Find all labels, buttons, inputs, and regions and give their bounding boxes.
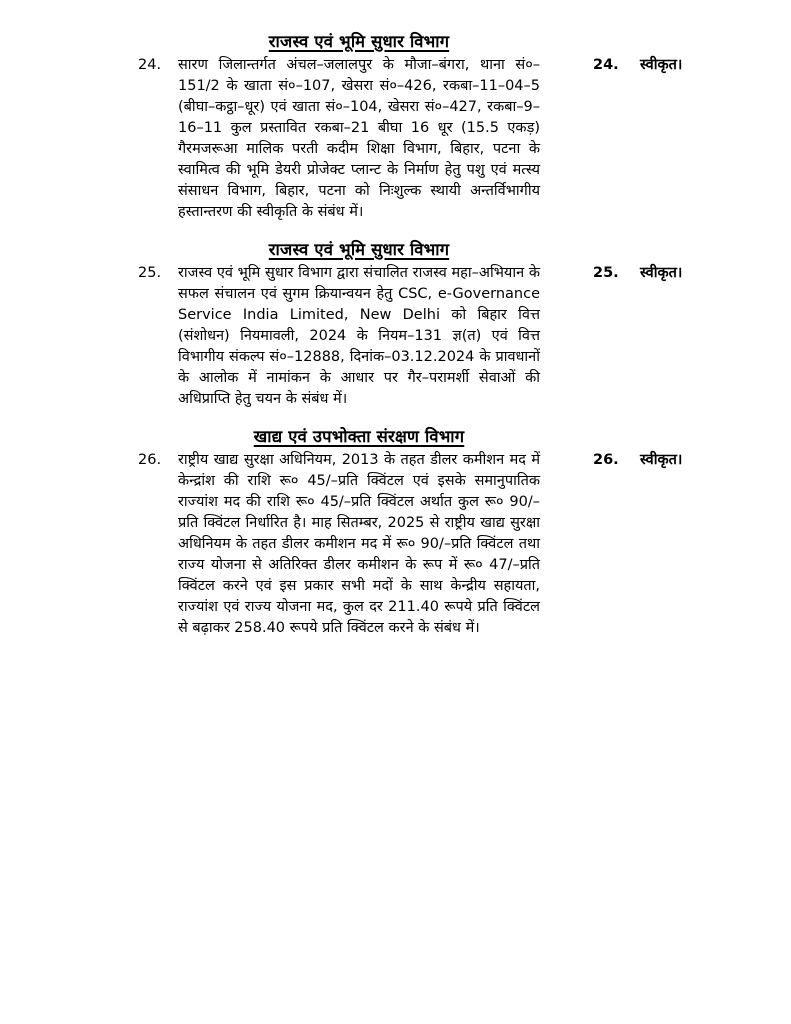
item-number: 26. [138,452,162,468]
decision-status: स्वीकृत। [640,452,683,468]
item-number: 24. [138,57,162,73]
item-number: 25. [138,265,162,281]
decision-status: स्वीकृत। [640,57,683,73]
section-heading: खाद्य एवं उपभोक्ता संरक्षण विभाग [253,427,465,446]
section-revenue-land-reforms-1 [138,31,791,223]
item-text: राष्ट्रीय खाद्य सुरक्षा अधिनियम, 2013 के तहत डीलर कमीशन मद में केन्द्रांश की राशि रू० 45/–प्रति क्विंटल एवं इसके समानुपातिक राज्यांश मद की राशि रू० 45/–प्रति क्विंटल अर्थात कुल रू० 90/–प्रति क्विंटल निर्धारित है। माह सितम्बर, 2025 से राष्ट्रीय खाद्य सुरक्षा अधिनियम के तहत डीलर कमीशन मद में रू० 90/–प्रति क्विंटल तथा राज्य योजना से अतिरिक्त डीलर कमीशन के रूप में रू० 47/–प्रति क्विंटल करने एवं इस प्रकार सभी मदों के साथ केन्द्रीय सहायता, राज्यांश एवं राज्य योजना मद, कुल दर 211.40 रूपये प्रति क्विंटल से बढ़ाकर 258.40 रूपये प्रति क्विंटल करने के संबंध में। [178,452,540,636]
section-heading: राजस्व एवं भूमि सुधार विभाग [268,32,450,51]
decision [593,450,682,471]
agenda-item-24 [138,55,791,223]
decision-number: 25. [593,265,619,281]
section-food-consumer-protection [138,426,791,639]
section-revenue-land-reforms-2 [138,239,791,410]
item-text: सारण जिलान्तर्गत अंचल–जलालपुर के मौजा–बंगरा, थाना सं०–151/2 के खाता सं०–107, खेसरा सं०–426, रकबा–11–04–5 (बीघा–कट्ठा–धूर) एवं खाता सं०–104, खेसरा सं०–427, रकबा–9–16–11 कुल प्रस्तावित रकबा–21 बीघा 16 धूर (15.5 एकड़) गैरमजरूआ मालिक परती कदीम शिक्षा विभाग, बिहार, पटना के स्वामित्व की भूमि डेयरी प्रोजेक्ट प्लान्ट के निर्माण हेतु पशु एवं मत्स्य संसाधन विभाग, बिहार, पटना को निःशुल्क स्थायी अन्तर्विभागीय हस्तान्तरण की स्वीकृति के संबंध में। [178,57,540,220]
decision [593,263,682,284]
decision-number: 26. [593,452,619,468]
item-text: राजस्व एवं भूमि सुधार विभाग द्वारा संचालित राजस्व महा–अभियान के सफल संचालन एवं सुगम क्रियान्वयन हेतु CSC, e-Governance Service India Limited, New Delhi को बिहार वित्त (संशोधन) नियमावली, 2024 के नियम–131 ज्ञ(त) एवं वित्त विभागीय संकल्प सं०–12888, दिनांक–03.12.2024 के प्रावधानों के आलोक में नामांकन के आधार पर गैर–परामर्शी सेवाओं की अधिप्राप्ति हेतु चयन के संबंध में। [178,265,540,407]
decision-number: 24. [593,57,619,73]
agenda-item-26 [138,450,791,639]
decision-status: स्वीकृत। [640,265,683,281]
decision [593,55,682,76]
section-heading: राजस्व एवं भूमि सुधार विभाग [268,240,450,259]
agenda-item-25 [138,263,791,410]
